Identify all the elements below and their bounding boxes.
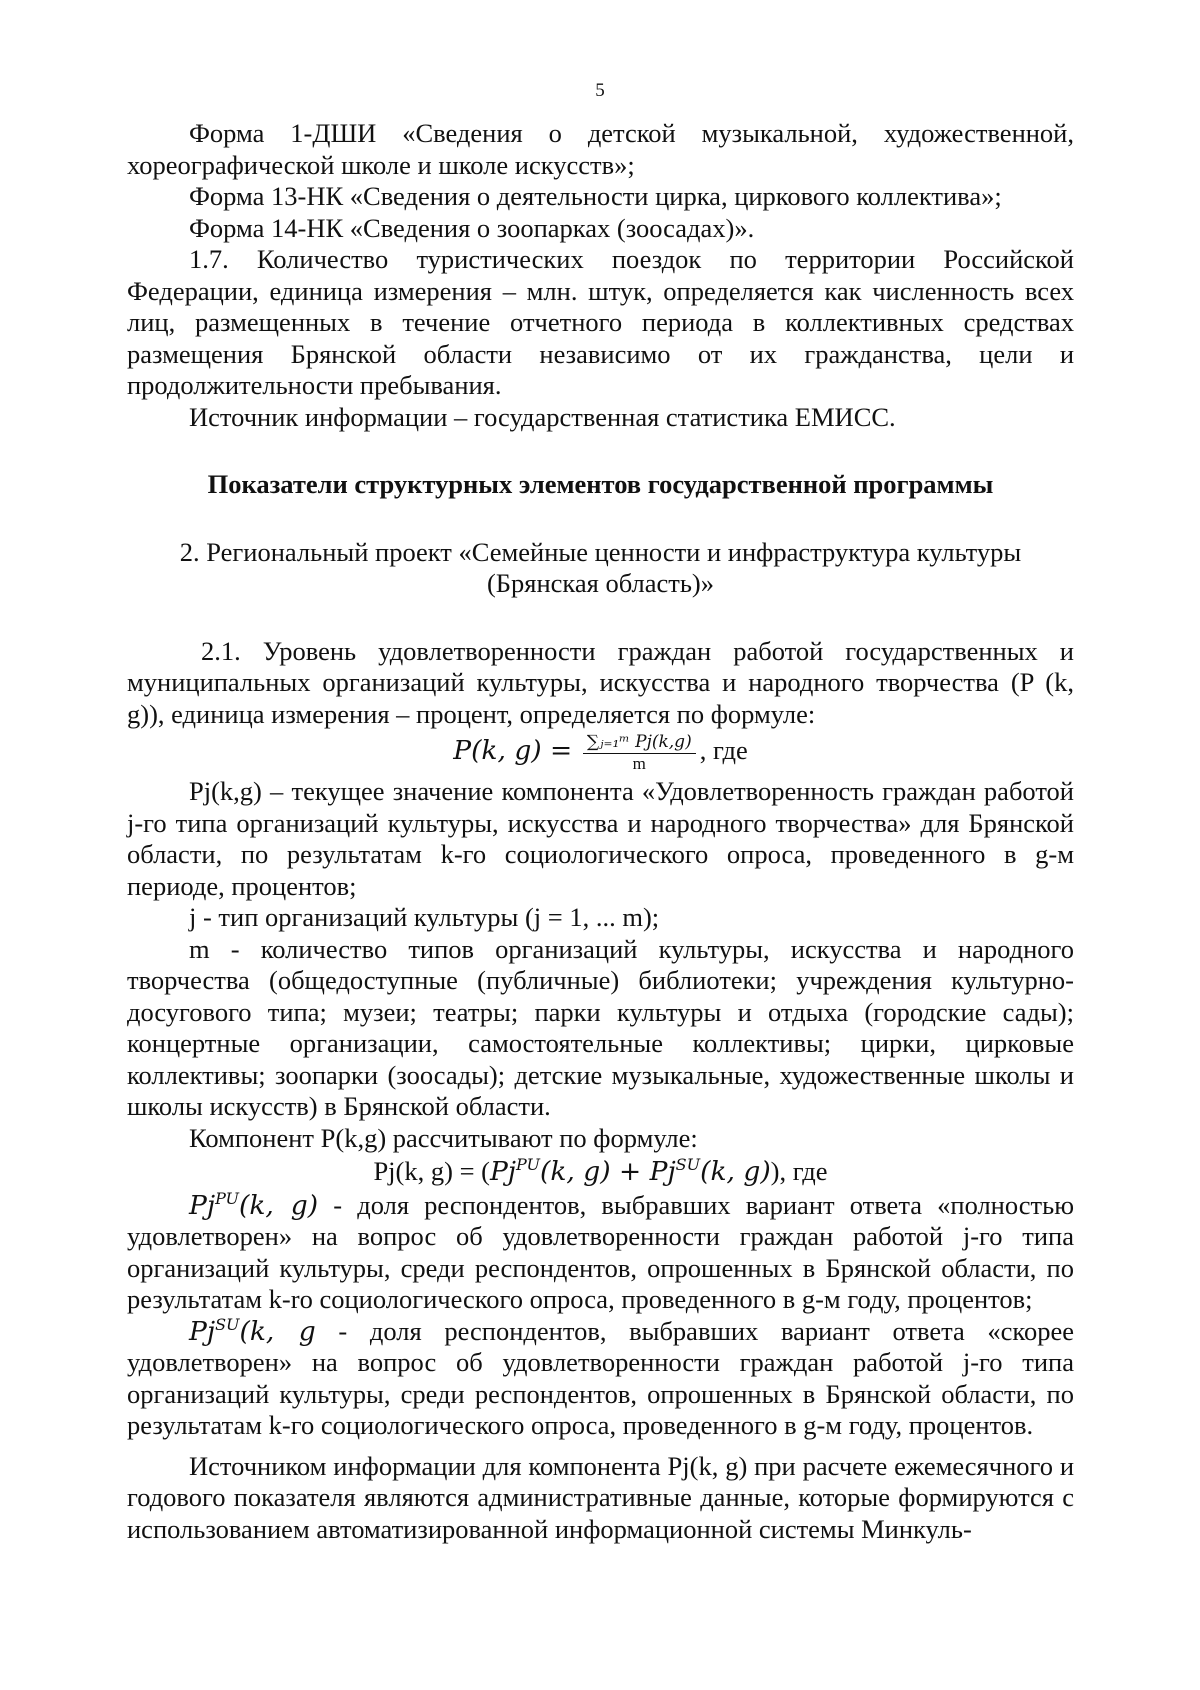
formula1-lhs: P(k, g) = [453, 735, 573, 767]
paragraph-item-1-7: 1.7. Количество туристических поездок по территории Российской Федерации, единица измерения – млн. штук, определяется как численность всех лиц, размещенных в течение отчетного периода в коллективных средствах размещения Брянской области независимо от их гражданства, цели и продолжительности пребывания. [127, 244, 1074, 400]
paragraph-source-component: Источником информации для компонента Pj(k, g) при расчете ежемесячного и годового показателя являются административные данные, которые формируются с использованием автоматизированной информационной системы Минкуль- [127, 1450, 1074, 1544]
pj-su-symbol [189, 1316, 316, 1347]
pj-pu-base: Pj [189, 1189, 216, 1221]
definition-j: j - тип организаций культуры (j = 1, ... m); [189, 902, 660, 932]
formula1-fraction [583, 732, 696, 774]
formula2-term2-args: (k, g) [700, 1156, 771, 1187]
paragraph-source-emiss: Источник информации – государственная статистика ЕМИСС. [189, 401, 896, 432]
definition-pj: Pj(k,g) – текущее значение компонента «Удовлетворенность граждан работой j-го типа организаций культуры, искусства и народного творчества» для Брянской области, по результатам k-го социологического опроса, проведенного в g-м периоде, процентов; [127, 776, 1074, 901]
formula2-suffix: ), где [770, 1156, 828, 1186]
project-title [127, 537, 1074, 600]
paragraph-form-dshi: Форма 1-ДШИ «Сведения о детской музыкальной, художественной, хореографической школе и школе искусств»; [127, 118, 1074, 180]
formula-component [127, 1156, 1074, 1188]
pj-pu-text: - доля респондентов, выбравших вариант ответа «полностью удовлетворен» на вопрос об удовлетворенности граждан работой j-го типа организаций культуры, среди респондентов, опрошенных в Брянской области, по результатам k-ro социологического опроса, проведенного в g-м году, процентов; [127, 1189, 1075, 1314]
component-intro: Компонент P(k,g) рассчитывают по формуле: [189, 1122, 698, 1153]
formula2-term1-base: Pj [489, 1156, 517, 1187]
formula2-term2-sup: SU [675, 1155, 701, 1175]
definition-m: m - количество типов организаций культуры, искусства и народного творчества (общедоступные (публичные) библиотеки; учреждения культурно-досугового типа; музеи; театры; парки культуры и отдыха (городские сады); концертные организации, самостоятельные коллективы; цирки, цирковые коллективы; зоопарки (зоосады); детские музыкальные, художественные школы и школы искусств) в Брянской области. [127, 933, 1074, 1121]
paragraph-form-14nk: Форма 14-НК «Сведения о зоопарках (зоосадах)». [189, 212, 755, 243]
section-heading: Показатели структурных элементов государственной программы [207, 469, 994, 499]
formula2-term1-args: (k, g) + [540, 1156, 650, 1187]
formula2-term2-base: Pj [649, 1156, 676, 1187]
project-title-line-2: (Брянская область)» [486, 568, 715, 598]
paragraph-item-2-1: 2.1. Уровень удовлетворенности граждан работой государственных и муниципальных организаций культуры, искусства и народного творчества (P (k, g)), единица измерения – процент, определяется по формуле: [127, 635, 1074, 729]
pj-pu-symbol [189, 1190, 318, 1221]
formula2-term1 [490, 1156, 650, 1187]
pj-su-base: Pj [189, 1315, 216, 1347]
formula2-term1-sup: PU [516, 1155, 540, 1175]
page-number: 5 [595, 80, 605, 101]
formula1-suffix: , где [699, 735, 748, 766]
page-content [127, 118, 1074, 1545]
pj-su-sup: SU [215, 1314, 240, 1334]
pj-pu-args: (k, g) [239, 1189, 319, 1221]
formula1-numerator: ∑ⱼ₌₁ᵐ Pj(k,g) [583, 732, 696, 754]
formula-satisfaction-level [127, 732, 1074, 774]
pj-su-text: - доля респондентов, выбравших вариант ответа «скорее удовлетворен» на вопрос об удовлетворенности граждан работой j-го типа организаций культуры, среди респондентов, опрошенных в Брянской области, по результатам k-го социологического опроса, проведенного в g-м году, процентов. [127, 1315, 1074, 1440]
pj-pu-sup: PU [215, 1188, 240, 1208]
pj-su-args: (k, g [239, 1315, 316, 1347]
formula2-lhs: Pj(k, g) = ( [373, 1156, 490, 1186]
formula2-term2 [650, 1156, 771, 1187]
definition-pj-su [127, 1316, 1074, 1442]
definition-pj-pu [127, 1190, 1074, 1316]
paragraph-form-13nk: Форма 13-НК «Сведения о деятельности цирка, циркового коллектива»; [189, 181, 1002, 211]
formula1-denominator: m [632, 754, 646, 773]
project-title-line-1: 2. Региональный проект «Семейные ценности и инфраструктура культуры [179, 536, 1022, 567]
